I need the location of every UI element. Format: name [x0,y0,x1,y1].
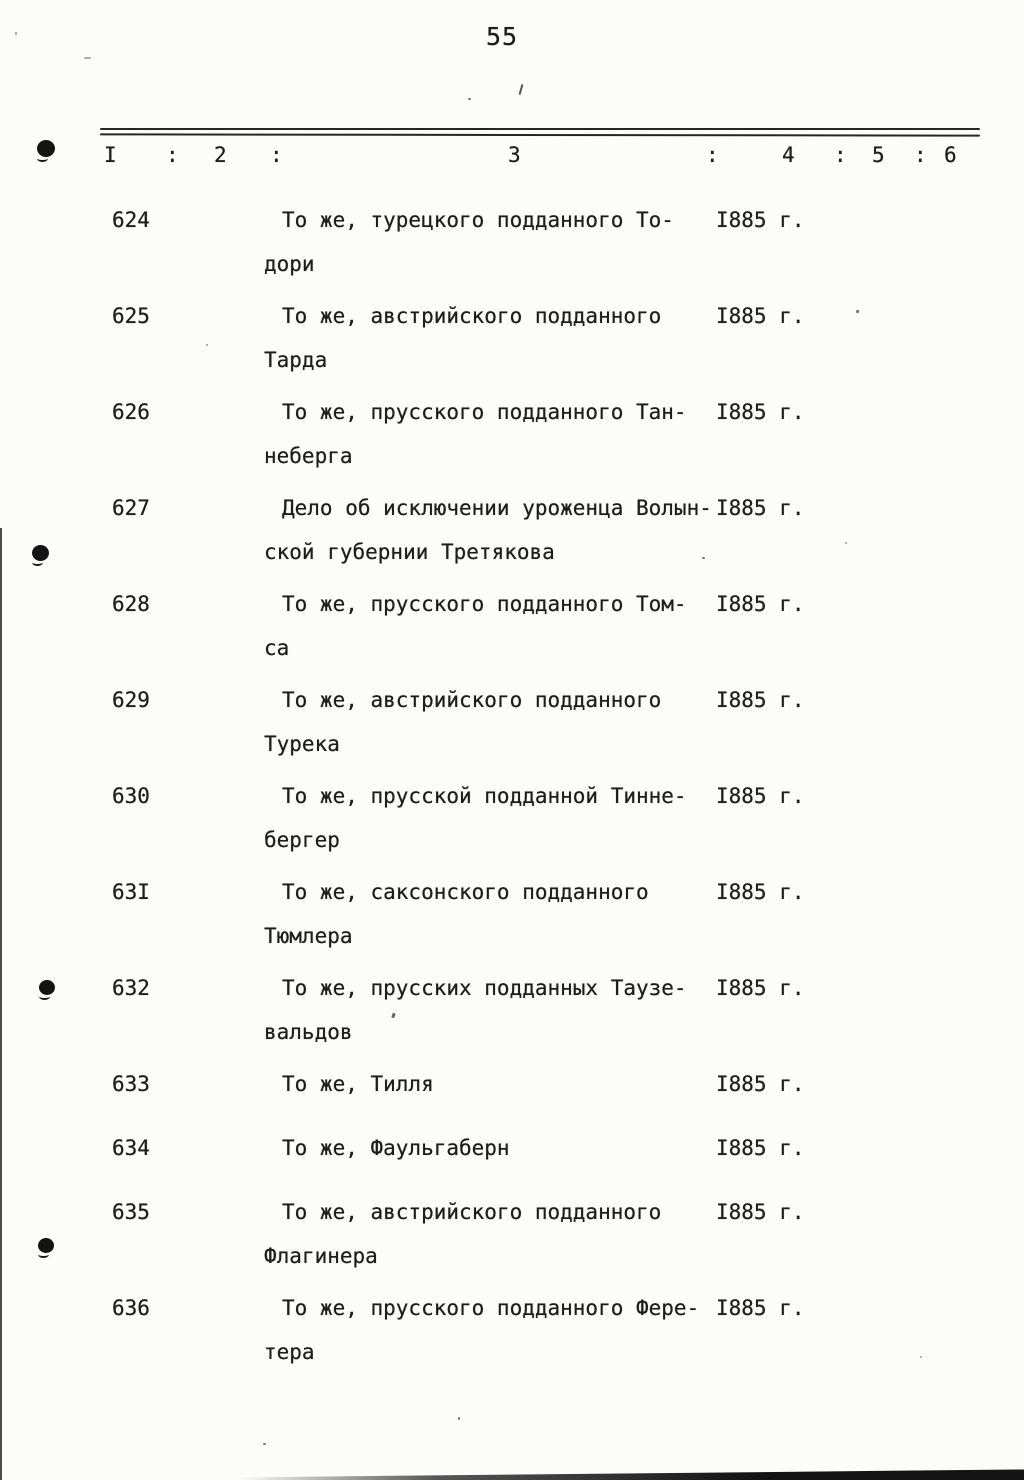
entry-description-line: бергер [264,828,340,852]
punch-hole-dot [32,545,49,561]
entry-description [264,1190,716,1278]
entry-number: 627 [112,496,150,520]
entry-description-line: То же, турецкого подданного То- [282,208,674,232]
column-header-3: 3 [508,143,521,167]
page-number: 55 [485,22,519,51]
entry-year: I885 г. [716,976,805,1000]
scan-artifact [856,310,859,313]
table-row [0,678,1024,766]
table-row [0,1062,1024,1106]
column-header-6: 6 [944,143,957,167]
entry-description [264,582,716,670]
entry-number: 626 [112,400,150,424]
table-row [0,774,1024,862]
entry-number: 629 [112,688,150,712]
scan-artifact [845,542,847,544]
table-row [0,870,1024,958]
entry-year: I885 г. [716,1072,805,1096]
entry-year: I885 г. [716,496,805,520]
scan-artifact [702,557,705,559]
entry-year: I885 г. [716,592,805,616]
table-row [0,294,1024,382]
entry-description [264,1126,716,1170]
entry-year: I885 г. [716,208,805,232]
column-separator: : [914,143,927,167]
entry-description-line: са [264,636,290,660]
column-header-4: 4 [782,143,795,167]
column-separator: : [166,143,179,167]
entry-description-line: То же, прусского подданного Фере- [282,1296,700,1320]
entry-description [264,198,716,286]
entry-description-line: дори [264,252,315,276]
entry-description-line: Турека [264,732,340,756]
scan-artifact [0,528,2,1480]
entry-number: 635 [112,1200,150,1224]
column-separator: : [270,143,283,167]
entry-year: I885 г. [716,880,805,904]
entry-description-line: То же, саксонского подданного [282,880,649,904]
punch-hole-dot [39,980,55,995]
entry-description-line: неберга [264,444,353,468]
scan-artifact [206,344,208,346]
header-rule-top [100,128,980,130]
entry-description-line: То же, австрийского подданного [282,1200,662,1224]
scan-artifact [238,1468,1024,1480]
header-rule-top [100,133,980,136]
scan-artifact [84,57,91,59]
column-header-5: 5 [872,143,885,167]
punch-hole-dot [38,1238,54,1253]
column-header-2: 2 [214,143,227,167]
entry-number: 63I [112,880,150,904]
entry-year: I885 г. [716,688,805,712]
entry-year: I885 г. [716,400,805,424]
entry-description-line: Тарда [264,348,328,372]
entry-description-line: То же, прусского подданного Тан- [282,400,687,424]
entry-description-line: Дело об исключении уроженца Волын- [282,496,712,520]
column-header-1: I [104,143,117,167]
scan-artifact [263,1443,266,1445]
entry-description-line: То же, Фаульгаберн [282,1136,510,1160]
entry-number: 634 [112,1136,150,1160]
column-separator: : [706,143,719,167]
entry-description [264,390,716,478]
entry-description [264,774,716,862]
scan-artifact [468,98,471,100]
entry-description [264,486,716,574]
entry-description-line: То же, австрийского подданного [282,304,662,328]
entry-description-line: То же, Тилля [282,1072,434,1096]
table-row [0,1126,1024,1170]
entry-year: I885 г. [716,1136,805,1160]
scan-artifact [920,1356,922,1358]
scan-artifact [458,1417,460,1420]
entry-description [264,678,716,766]
table-row [0,582,1024,670]
entry-year: I885 г. [716,1296,805,1320]
entry-description-line: тера [264,1340,315,1364]
scan-artifact [519,84,524,95]
entry-description [264,1062,716,1106]
entry-year: I885 г. [716,304,805,328]
entry-number: 628 [112,592,150,616]
column-separator: : [834,143,847,167]
entry-description [264,966,716,1054]
entry-description-line: То же, прусской подданной Тинне- [282,784,687,808]
entry-number: 632 [112,976,150,1000]
entry-description-line: ской губернии Третякова [264,540,555,564]
entry-description [264,870,716,958]
entry-description-line: То же, прусского подданного Том- [282,592,687,616]
table-row [0,1286,1024,1374]
entry-year: I885 г. [716,1200,805,1224]
entries-list [0,198,1024,1382]
entry-number: 633 [112,1072,150,1096]
entry-description [264,1286,716,1374]
table-row [0,1190,1024,1278]
punch-hole-dot [37,140,55,157]
scan-artifact [15,32,17,35]
entry-description-line: Тюмлера [264,924,353,948]
entry-year: I885 г. [716,784,805,808]
table-row [0,198,1024,286]
entry-number: 624 [112,208,150,232]
entry-number: 625 [112,304,150,328]
entry-description-line: То же, прусских подданных Таузе- [282,976,687,1000]
entry-description [264,294,716,382]
table-row [0,486,1024,574]
entry-description-line: вальдов [264,1020,353,1044]
entry-description-line: Флагинера [264,1244,378,1268]
entry-number: 636 [112,1296,150,1320]
table-row [0,966,1024,1054]
table-row [0,390,1024,478]
entry-description-line: То же, австрийского подданного [282,688,662,712]
entry-number: 630 [112,784,150,808]
